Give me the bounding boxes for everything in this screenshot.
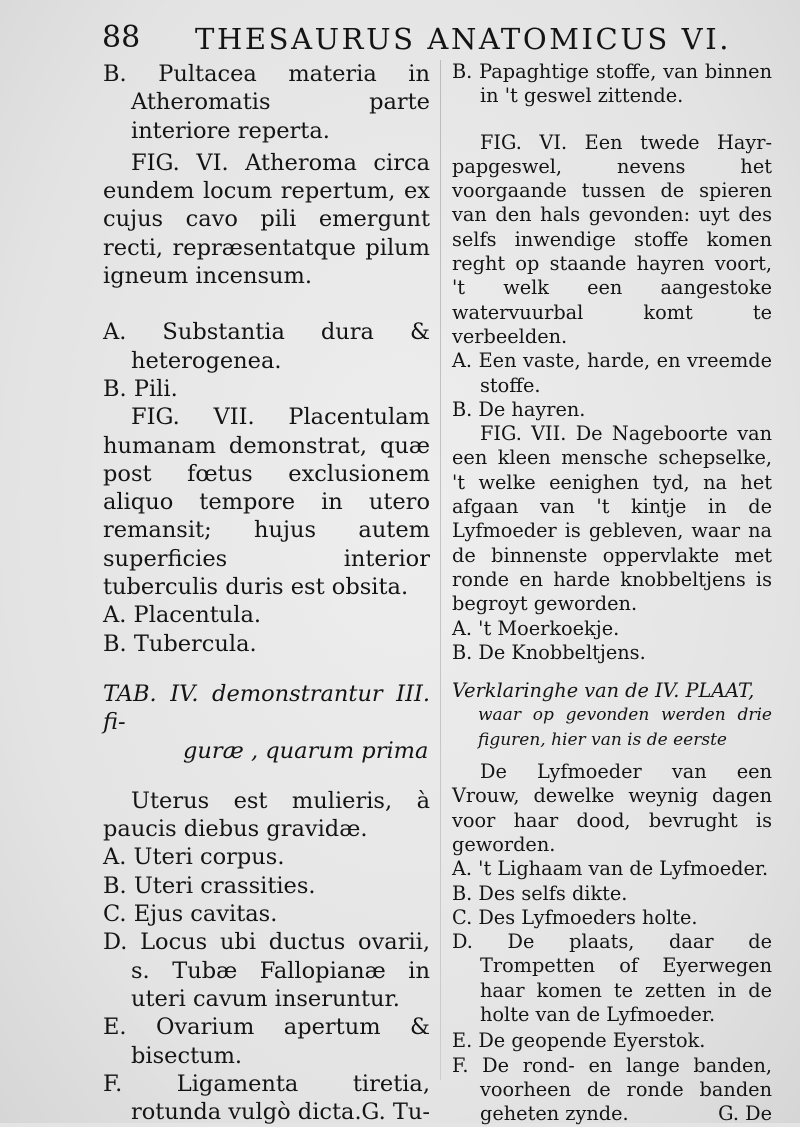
page-number: 88	[102, 20, 141, 55]
fig7-latin: FIG. VII. Placentulam humanam demonstrat, quæ post fœtus exclusionem aliquo tempore in utero remansit; hujus autem superficies interior tuberculis duris est obsita.	[103, 404, 430, 601]
item-a-vaste: A. Een vaste, harde, en vreemde stoffe.	[452, 349, 772, 397]
item-b-hayren: B. De hayren.	[452, 397, 586, 421]
dutch-column	[452, 60, 772, 1127]
tab4-title-line1: TAB. IV. demonstrantur III. fi-	[103, 680, 430, 736]
column-divider	[440, 60, 441, 1080]
item-a-moerkoekje: A. 't Moerkoekje.	[452, 616, 620, 640]
uterus-intro: Uterus est mulieris, à paucis diebus gravidæ.	[103, 787, 430, 843]
tab4-title-line2: guræ , quarum prima	[183, 737, 429, 764]
running-title: THESAURUS ANATOMICUS VI.	[195, 22, 732, 56]
item-e-eyerstok: E. De geopende Eyerstok.	[452, 1029, 706, 1053]
item-a-lighaam: A. 't Lighaam van de Lyfmoeder.	[452, 857, 769, 881]
catchword-dutch: G. De	[718, 1102, 772, 1126]
item-e-ovarium: E. Ovarium apertum & bisectum.	[103, 1014, 430, 1069]
page-header	[0, 18, 800, 58]
fig6-latin: FIG. VI. Atheroma circa eundem locum repertum, ex cujus cavo pili emergunt recti, repræsentatque pilum igneum incensum.	[103, 149, 430, 290]
item-a-placentula: A. Placentula.	[103, 602, 262, 629]
latin-column	[103, 60, 430, 1127]
item-b-papaghtige: B. Papaghtige stoffe, van binnen in 't geswel zittende.	[452, 60, 772, 108]
item-b-pultacea: B. Pultacea materia in Atheromatis parte interiore reperta.	[103, 61, 430, 144]
catchword-latin: G. Tu-	[361, 1099, 430, 1126]
item-c-ejus: C. Ejus cavitas.	[103, 901, 278, 928]
item-b-tubercula: B. Tubercula.	[103, 630, 257, 657]
item-f-ligamenta: F. Ligamenta tiretia, rotunda vulgò dicta.	[103, 1070, 430, 1126]
item-b-uteri: B. Uteri crassities.	[103, 872, 316, 899]
item-a-substantia: A. Substantia dura & heterogenea.	[103, 319, 430, 374]
lyfmoeder-intro: De Lyfmoeder van een Vrouw, dewelke weynig dagen voor haar dood, bevrught is geworden.	[452, 760, 772, 856]
item-d-plaats: D. De plaats, daar de Trompetten of Eyerwegen haar komen te zetten in de holte van de Lyfmoeder.	[452, 930, 772, 1026]
verklaringhe-title-line2: waar op gevonden werden drie figuren, hier van is de eerste	[478, 705, 772, 750]
item-b-knobbeltjens: B. De Knobbeltjens.	[452, 640, 646, 664]
item-f-banden: F. De rond- en lange banden, voorheen de ronde banden geheten zynde.	[452, 1053, 772, 1126]
verklaringhe-title-line1: Verklaringhe van de IV. PLAAT,	[452, 679, 755, 703]
item-b-dikte: B. Des selfs dikte.	[452, 881, 628, 905]
item-a-uteri: A. Uteri corpus.	[103, 844, 285, 871]
fig6-dutch: FIG. VI. Een twede Hayr-papgeswel, nevens het voorgaande tussen de spieren van den hals gevonden: uyt des selfs inwendige stoffe komen reght op staande hayren voort, 't welk een aangestoke watervuurbal komt te verbeelden.	[452, 130, 772, 348]
fig7-dutch: FIG. VII. De Nageboorte van een kleen mensche schepselke, 't welke eenighen tyd, na het afgaan van 't kintje in de Lyfmoeder is gebleven, waar na de binnenste oppervlakte met ronde en harde knobbeltjens is begroyt geworden.	[452, 422, 772, 616]
item-c-holte: C. Des Lyfmoeders holte.	[452, 905, 698, 929]
item-b-pili: B. Pili.	[103, 375, 178, 402]
item-d-locus: D. Locus ubi ductus ovarii, s. Tubæ Fallopianæ in uteri cavum inseruntur.	[103, 929, 430, 1012]
